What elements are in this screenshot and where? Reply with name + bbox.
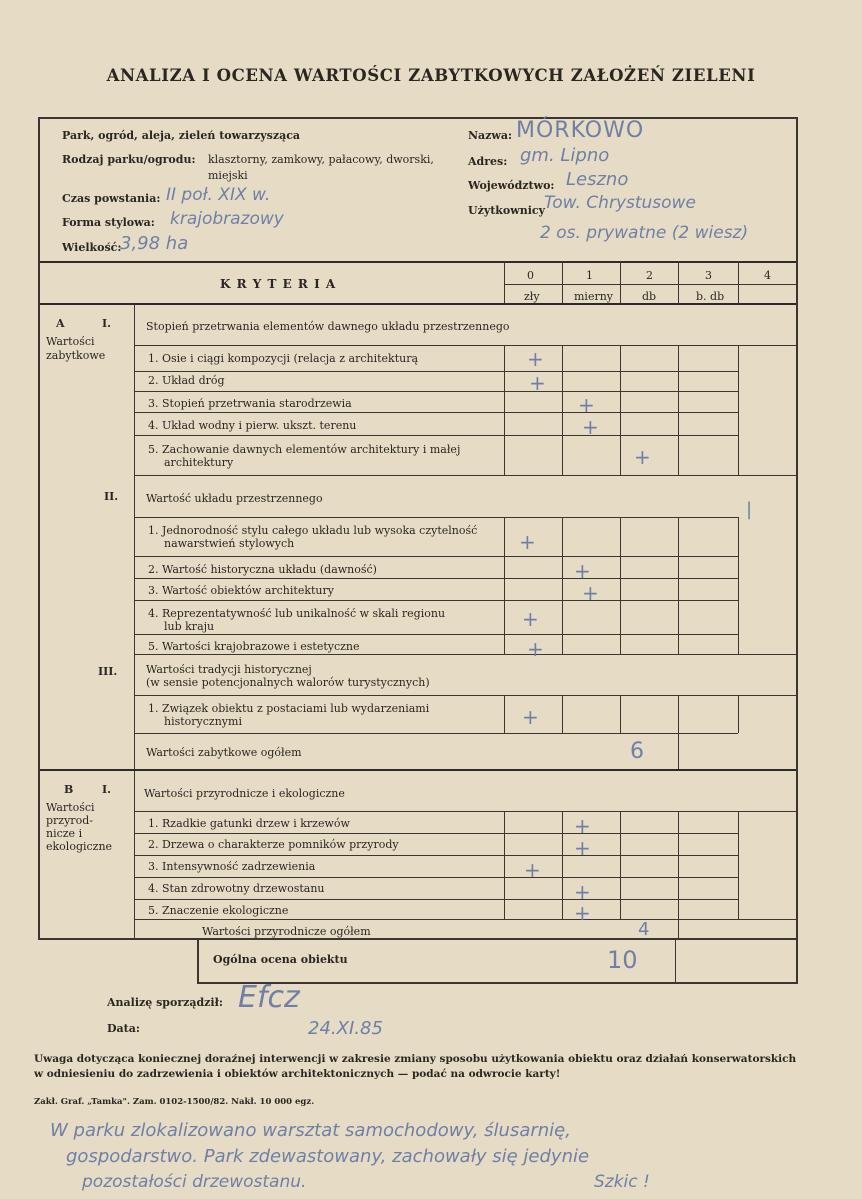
author-signature: Efcz	[238, 980, 300, 1015]
criterion-g2-4: 4. Reprezentatywność lub unikalność w skali regionu	[148, 607, 446, 620]
section-b-total-value: 4	[638, 919, 650, 940]
row-line	[134, 600, 738, 601]
name-label: Nazwa:	[468, 129, 513, 142]
era-label: Czas powstania:	[62, 192, 161, 205]
mark-b-1: +	[574, 814, 591, 838]
section-b-title-4: ekologiczne	[46, 840, 113, 853]
voivodeship-label: Województwo:	[468, 179, 555, 192]
criterion-b-3: 3. Intensywność zadrzewienia	[148, 860, 316, 873]
mark-b-2: +	[574, 836, 591, 860]
criterion-b-1: 1. Rzadkie gatunki drzew i krzewów	[148, 817, 350, 830]
grid-col	[738, 345, 739, 475]
row-line	[134, 435, 738, 436]
row-line	[134, 833, 738, 834]
criterion-g1-1: 1. Osie i ciągi kompozycji (relacja z architekturą	[148, 352, 419, 365]
score-1: 1	[586, 269, 593, 282]
section-b-title-2: przyrod-	[46, 814, 93, 827]
grid-col	[620, 345, 621, 475]
criterion-g3-1: 1. Związek obiektu z postaciami lub wydarzeniami	[148, 702, 430, 715]
grid-col	[562, 695, 563, 733]
score-0: 0	[527, 269, 534, 282]
grid-col	[620, 811, 621, 919]
criterion-g2-1-cont: nawarstwień stylowych	[164, 537, 295, 550]
col4-mark: |	[746, 499, 753, 520]
col-line	[562, 261, 563, 303]
overall-col	[675, 938, 676, 982]
mark-g1-3: +	[578, 393, 595, 417]
row-line	[134, 345, 796, 346]
handwritten-note-line-4: Szkic !	[594, 1172, 650, 1192]
row-line	[134, 919, 796, 920]
grid-col	[562, 811, 563, 919]
date-value: 24.XI.85	[308, 1018, 383, 1039]
section-b-title-3: nicze i	[46, 827, 83, 840]
form-title: ANALIZA I OCENA WARTOŚCI ZABYTKOWYCH ZAŁOŻEŃ ZIELENI	[106, 66, 756, 85]
score-name-2: db	[642, 290, 657, 303]
section-b-total-label: Wartości przyrodnicze ogółem	[202, 925, 371, 938]
section-b-letter: B	[64, 783, 74, 796]
category-column-line	[134, 303, 135, 940]
row-line	[134, 877, 738, 878]
mark-b-4: +	[574, 880, 591, 904]
name-value: MÓRKOWO	[516, 118, 645, 143]
notice-line-1: Uwaga dotycząca koniecznej doraźnej interwencji w zakresie zmiany sposobu użytkowania obiektu oraz działań konserwatorskich	[34, 1053, 797, 1065]
section-a-group-3-roman: III.	[98, 665, 118, 678]
col-line	[738, 261, 739, 303]
score-header-divider	[504, 284, 796, 285]
address-label: Adres:	[468, 155, 508, 168]
row-line	[134, 654, 796, 655]
row-line	[134, 578, 738, 579]
score-name-0: zły	[524, 290, 540, 303]
criterion-g1-5-cont: architektury	[164, 456, 234, 469]
row-line	[134, 412, 738, 413]
score-name-3: b. db	[696, 290, 725, 303]
size-value: 3,98 ha	[120, 233, 189, 254]
mark-g2-2: +	[574, 559, 591, 583]
criteria-header: K R Y T E R I A	[220, 277, 337, 291]
col-line	[504, 261, 505, 303]
date-label: Data:	[107, 1022, 140, 1035]
group-3-title: Wartości tradycji historycznej	[146, 663, 312, 676]
criterion-g2-2: 2. Wartość historyczna układu (dawność)	[148, 563, 377, 576]
notice-line-2: w odniesieniu do zadrzewienia i obiektów architektonicznych — podać na odwrocie karty!	[34, 1068, 561, 1080]
section-a-total-value: 6	[630, 739, 644, 764]
criterion-g2-4-cont: lub kraju	[164, 620, 215, 633]
row-line	[134, 733, 738, 734]
mark-b-3: +	[524, 858, 541, 882]
handwritten-note-line-2: gospodarstwo. Park zdewastowany, zachowały się jedynie	[66, 1146, 590, 1167]
col-line	[620, 261, 621, 303]
size-label: Wielkość:	[62, 241, 122, 254]
grid-col	[738, 811, 739, 919]
mark-g1-2: +	[529, 371, 546, 395]
handwritten-note-line-3: pozostałości drzewostanu.	[82, 1172, 307, 1192]
section-b-title: Wartości	[46, 801, 95, 814]
section-a-title-2: zabytkowe	[46, 349, 106, 362]
score-2: 2	[646, 269, 653, 282]
era-value: II poł. XIX w.	[166, 185, 271, 205]
park-type-label: Park, ogród, aleja, zieleń towarzysząca	[62, 129, 301, 142]
grid-col	[678, 345, 679, 475]
criterion-g3-1-cont: historycznymi	[164, 715, 242, 728]
row-line	[134, 391, 738, 392]
score-3: 3	[705, 269, 712, 282]
grid-col	[504, 695, 505, 733]
grid-col	[678, 517, 679, 654]
mark-g3-1: +	[522, 705, 539, 729]
row-line	[134, 371, 738, 372]
users-value-2: 2 os. prywatne (2 wiesz)	[540, 223, 749, 243]
park-kind-options: klasztorny, zamkowy, pałacowy, dworski,	[208, 153, 434, 166]
criterion-b-2: 2. Drzewa o charakterze pomników przyrody	[148, 838, 399, 851]
row-line	[134, 899, 738, 900]
criterion-g1-4: 4. Układ wodny i pierw. ukszt. terenu	[148, 419, 357, 432]
row-line	[134, 475, 796, 476]
criterion-g2-3: 3. Wartość obiektów architektury	[148, 584, 334, 597]
criterion-g1-3: 3. Stopień przetrwania starodrzewia	[148, 397, 352, 410]
total-col	[678, 733, 679, 771]
group-2-title: Wartość układu przestrzennego	[146, 492, 323, 505]
section-divider	[40, 769, 796, 771]
score-4: 4	[764, 269, 771, 282]
mark-g2-4: +	[522, 607, 539, 631]
row-line	[134, 811, 796, 812]
row-line	[134, 556, 738, 557]
mark-g1-1: +	[527, 347, 544, 371]
grid-col	[504, 517, 505, 654]
group-1-title: Stopień przetrwania elementów dawnego układu przestrzennego	[146, 320, 510, 333]
section-a-group-1-roman: I.	[102, 317, 111, 330]
section-b-group-title: Wartości przyrodnicze i ekologiczne	[144, 787, 345, 800]
overall-label: Ogólna ocena obiektu	[213, 953, 348, 966]
row-line	[134, 695, 796, 696]
criterion-g2-1: 1. Jednorodność stylu całego układu lub wysoka czytelność	[148, 524, 478, 537]
printer-imprint: Zakł. Graf. „Tamka". Zam. 0102-1500/82. Nakł. 10 000 egz.	[34, 1097, 315, 1107]
total-col	[678, 919, 679, 940]
grid-col	[562, 517, 563, 654]
users-value: Tow. Chrystusowe	[544, 193, 696, 213]
header-divider	[40, 261, 796, 263]
grid-col	[620, 517, 621, 654]
grid-col	[620, 695, 621, 733]
mark-g2-1: +	[519, 530, 536, 554]
grid-col	[738, 695, 739, 733]
grid-col	[738, 517, 739, 654]
criterion-g1-2: 2. Układ dróg	[148, 374, 225, 387]
author-label: Analizę sporządził:	[107, 996, 223, 1009]
grid-col	[678, 695, 679, 733]
address-value: gm. Lipno	[520, 145, 610, 166]
criterion-g1-5: 5. Zachowanie dawnych elementów architektury i małej	[148, 443, 461, 456]
score-name-1: mierny	[574, 290, 614, 303]
criterion-g2-5: 5. Wartości krajobrazowe i estetyczne	[148, 640, 360, 653]
row-line	[134, 634, 738, 635]
park-kind-options-2: miejski	[208, 169, 248, 182]
mark-g1-5: +	[634, 445, 651, 469]
overall-score-box	[197, 938, 798, 984]
section-a-group-2-roman: II.	[104, 490, 119, 503]
criterion-b-5: 5. Znaczenie ekologiczne	[148, 904, 289, 917]
park-kind-label: Rodzaj parku/ogrodu:	[62, 153, 196, 166]
mark-g2-5: +	[527, 637, 544, 661]
section-a-title: Wartości	[46, 335, 95, 348]
grid-col	[562, 345, 563, 475]
mark-g1-4: +	[582, 415, 599, 439]
users-label: Użytkownicy	[468, 204, 546, 217]
row-line	[134, 517, 738, 518]
section-a-total-label: Wartości zabytkowe ogółem	[146, 746, 302, 759]
criterion-b-4: 4. Stan zdrowotny drzewostanu	[148, 882, 325, 895]
mark-b-5: +	[574, 901, 591, 925]
style-label: Forma stylowa:	[62, 216, 155, 229]
row-line	[134, 855, 738, 856]
style-value: krajobrazowy	[170, 209, 284, 229]
handwritten-note-line-1: W parku zlokalizowano warsztat samochodowy, ślusarnię,	[50, 1120, 571, 1141]
grid-col	[678, 811, 679, 919]
grid-col	[504, 811, 505, 919]
mark-g2-3: +	[582, 581, 599, 605]
section-a-letter: A	[56, 317, 65, 330]
col-line	[678, 261, 679, 303]
group-3-title-2: (w sensie potencjonalnych walorów turystycznych)	[146, 676, 430, 689]
overall-value: 10	[607, 946, 638, 974]
section-b-roman: I.	[102, 783, 111, 796]
voivodeship-value: Leszno	[566, 169, 629, 190]
criteria-header-divider	[40, 303, 796, 305]
grid-col	[504, 345, 505, 475]
assessment-form-frame	[38, 117, 798, 940]
